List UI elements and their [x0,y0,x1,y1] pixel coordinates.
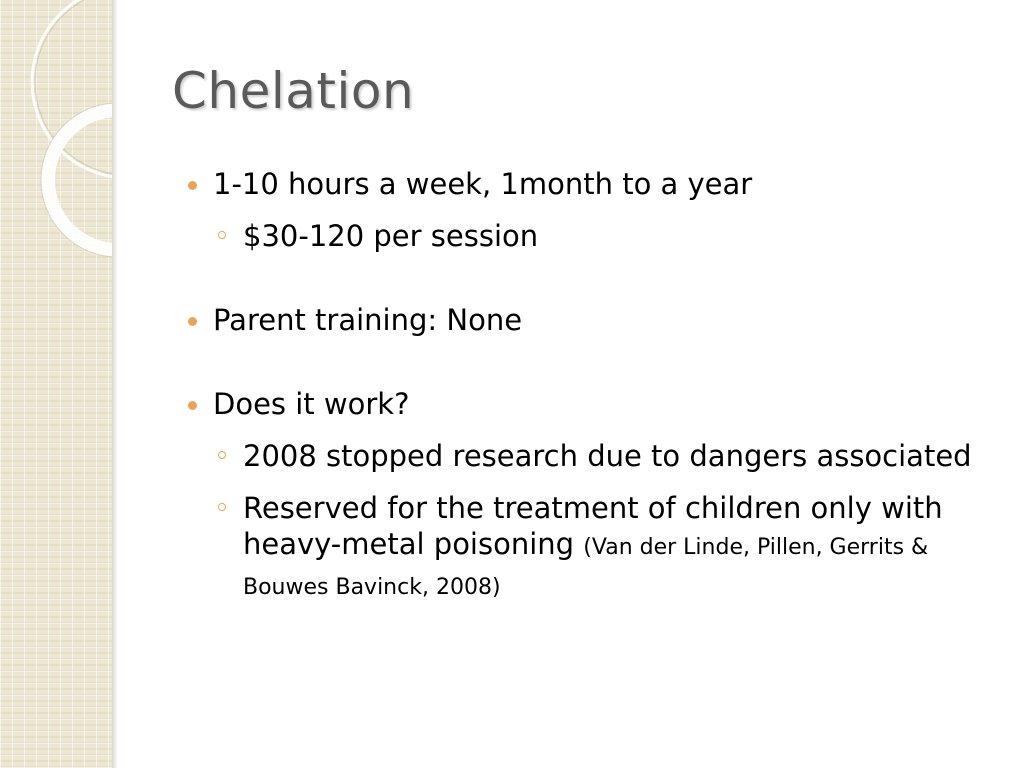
deco-circle-large [32,0,112,178]
sub-bullet-text: $30-120 per session [243,219,539,253]
sub-bullet-ring-icon [218,231,226,239]
bullet-dot-icon [188,181,197,190]
sub-bullet-text: 2008 stopped research due to dangers associated [243,439,972,473]
sub-bullet-cost [188,218,998,254]
bullet-text: Parent training: None [213,303,523,337]
deco-circle-large-inner [35,0,112,175]
bullet-dot-icon [188,401,197,410]
bullet-text: Does it work? [213,387,410,421]
sub-bullet-ring-icon [218,503,226,511]
slide-title: Chelation [172,62,415,120]
bullet-item-schedule [188,166,998,202]
sub-bullet-text: Reserved for the treatment of children only with heavy-metal poisoning [243,491,943,561]
sub-bullet-research-stopped [188,438,998,474]
bullet-dot-icon [188,317,197,326]
bullet-text: 1-10 hours a week, 1month to a year [213,167,753,201]
decorative-side-panel [0,0,112,768]
bullet-item-parent-training [188,302,998,338]
panel-shadow [112,0,118,768]
sub-bullet-ring-icon [218,451,226,459]
sub-bullet-reserved-treatment [188,490,998,606]
citation-text: (Van der Linde, Pillen, Gerrits & Bouwes Bavinck, 2008) [243,535,929,600]
deco-circle-thick [48,110,112,250]
bullet-item-does-it-work [188,386,998,422]
slide-content [188,166,998,606]
decorative-circles [0,0,112,768]
